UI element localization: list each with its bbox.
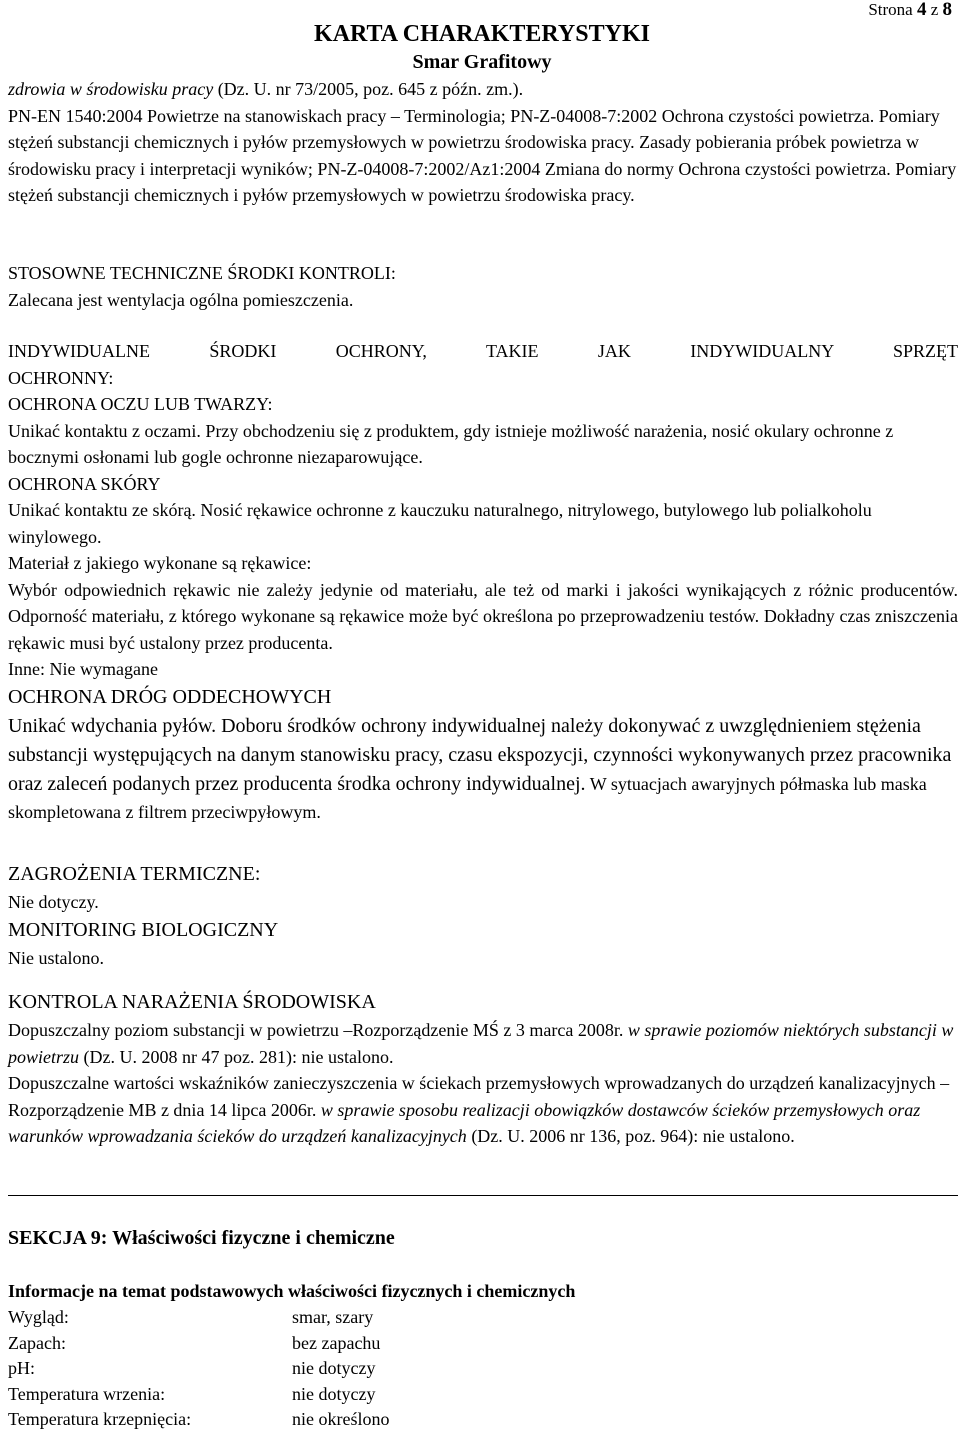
eyes-heading: OCHRONA OCZU LUB TWARZY: [8,394,273,414]
section-divider [8,1195,958,1196]
other-protection: Inne: Nie wymagane [8,659,158,679]
technical-controls [8,260,958,313]
technical-text: Zalecana jest wentylacja ogólna pomieszczenia. [8,289,354,310]
env-heading: KONTROLA NARAŻENIA ŚRODOWISKA [8,991,376,1013]
respiratory-heading: OCHRONA DRÓG ODDECHOWYCH [8,685,332,708]
section-9-heading: SEKCJA 9: Właściwości fizyczne i chemiczne [8,1227,395,1249]
respiratory-text: Unikać wdychania pyłów. Doboru środków ochrony indywidualnej należy dokonywać z uwzględnieniem stężenia substancji występujących na danym stanowisku pracy, czasu ekspozycji, czynności wykonywanych przez pracownika oraz zaleceń podanych przez producenta środka ochrony indywidualnej. W sytuacjach awaryjnych półmaska lub maska skompletowana z filtrem przeciwpyłowym. [8,714,952,822]
property-row [8,1407,608,1433]
property-value: nie dotyczy [292,1358,376,1379]
gloves-text: Wybór odpowiednich rękawic nie zależy jedynie od materiału, ale też od marki i jakości wynikających z różnic producentów. Odporność materiału, z którego wykonane są rękawice może być określona po przeprowadzeniu testów. Dokładny czas zniszczenia rękawic musi być ustalony przez producenta. [8,579,958,653]
page-number: Strona 4 z 8 [868,0,952,20]
intro-line: zdrowia w środowisku pracy (Dz. U. nr 73/2005, poz. 645 z późn. zm.). [8,79,524,99]
property-value: nie określono [292,1409,390,1430]
property-label: pH: [8,1358,35,1379]
property-label: Temperatura krzepnięcia: [8,1409,192,1430]
property-row [8,1331,608,1357]
skin-text: Unikać kontaktu ze skórą. Nosić rękawice ochronne z kauczuku naturalnego, nitrylowego, butylowego lub polialkoholu winylowego. [8,500,872,547]
bio-heading: MONITORING BIOLOGICZNY [8,918,279,941]
env-para-2: Dopuszczalne wartości wskaźników zanieczyszczenia w ściekach przemysłowych wprowadzanych do urządzeń kanalizacyjnych – Rozporządzenie MB z dnia 14 lipca 2006r. w sprawie sposobu realizacji obowiązków dostawców ścieków przemysłowych oraz warunków wprowadzania ścieków do urządzeń kanalizacyjnych (Dz. U. 2006 nr 136, poz. 964): nie ustalono. [8,1073,950,1146]
env-para-1: Dopuszczalny poziom substancji w powietrzu –Rozporządzenie MŚ z 3 marca 2008r. w sprawie poziomów niektórych substancji w powietrzu (Dz. U. 2008 nr 47 poz. 281): nie ustalono. [8,1020,954,1067]
thermal-text: Nie dotyczy. [8,892,99,912]
skin-heading: OCHRONA SKÓRY [8,473,161,494]
ppe-heading-line1: INDYWIDUALNE ŚRODKI OCHRONY, TAKIE JAK INDYWIDUALNY SPRZĘT [8,341,958,361]
eyes-text: Unikać kontaktu z oczami. Przy obchodzeniu się z produktem, gdy istnieje możliwość narażenia, nosić okulary ochronne z bocznymi osłonami lub gogle ochronne niezaparowujące. [8,420,894,467]
ppe-heading-line2: OCHRONNY: [8,367,114,388]
property-value: smar, szary [292,1307,374,1327]
gloves-heading: Materiał z jakiego wykonane są rękawice: [8,553,312,573]
standards-text: PN-EN 1540:2004 Powietrze na stanowiskach pracy – Terminologia; PN-Z-04008-7:2002 Ochrona czystości powietrza. Pomiary stężeń substancji chemicznych i pyłów przemysłowych w powietrzu środowiska pracy. Zasady pobierania próbek powietrza w środowisku pracy i interpretacji wyników; PN-Z-04008-7:2002/Az1:2004 Zmiana do normy Ochrona czystości powietrza. Pomiary stężeń substancji chemicznych i pyłów przemysłowych w powietrzu środowiska pracy. [8,105,957,205]
property-value: nie dotyczy [292,1383,376,1404]
bio-text: Nie ustalono. [8,947,104,968]
section-9-subheading: Informacje na temat podstawowych właściwości fizycznych i chemicznych [8,1281,576,1301]
property-row [8,1356,608,1382]
standards-block [8,76,958,209]
document-title: KARTA CHARAKTERYSTYKI [314,21,650,47]
ppe-block [8,338,958,825]
environment-block [8,988,958,1150]
property-value: bez zapachu [292,1332,381,1353]
property-label: Temperatura wrzenia: [8,1383,166,1404]
property-label: Wygląd: [8,1307,69,1327]
technical-heading: STOSOWNE TECHNICZNE ŚRODKI KONTROLI: [8,263,396,283]
thermal-bio-block [8,860,958,971]
thermal-heading: ZAGROŻENIA TERMICZNE: [8,863,261,885]
product-name: Smar Grafitowy [412,51,552,73]
property-row [8,1382,608,1408]
property-label: Zapach: [8,1332,66,1353]
properties-list [8,1305,608,1433]
property-row [8,1305,608,1331]
